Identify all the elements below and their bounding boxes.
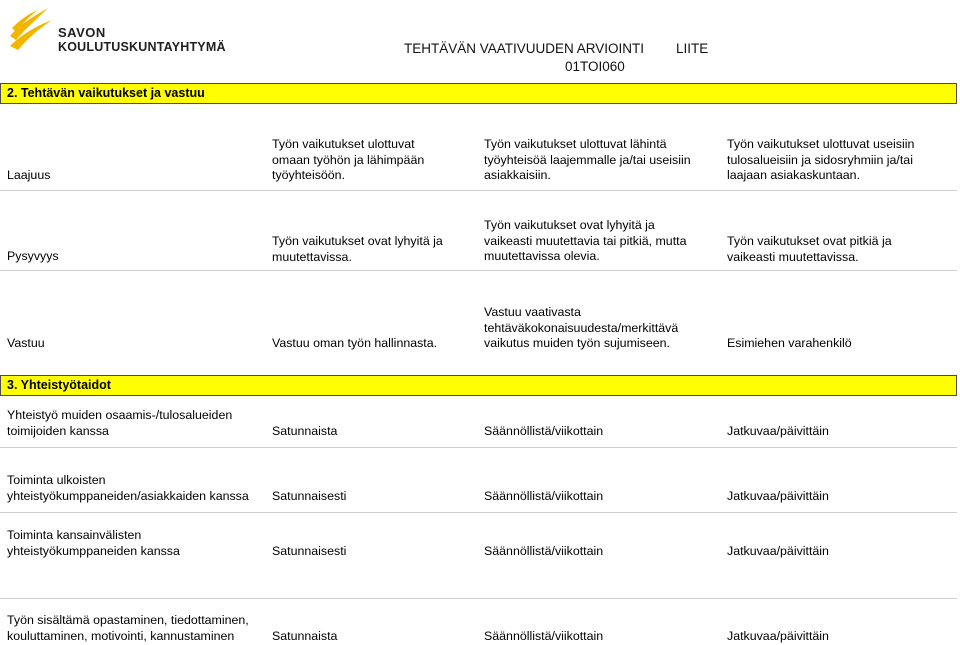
level-1-text: Työn vaikutukset ulottuvat omaan työhön ja lähimpään työyhteisöön. xyxy=(272,137,425,182)
row-label: Yhteistyö muiden osaamis-/tulosalueiden toimijoiden kanssa xyxy=(7,408,233,438)
level-3-text: Jatkuvaa/päivittäin xyxy=(727,489,829,503)
level-2-text: Säännöllistä/viikottain xyxy=(484,629,604,643)
row-label: Toiminta ulkoisten yhteistyökumppaneiden/asiakkaiden kanssa xyxy=(7,473,249,503)
level-2-text: Työn vaikutukset ulottuvat lähintä työyhteisöä laajemmalle ja/tai useisiin asiakkaisiin. xyxy=(484,137,691,182)
row-label: Työn sisältämä opastaminen, tiedottaminen, kouluttaminen, motivointi, kannustaminen xyxy=(7,613,249,643)
appendix-label: LIITE xyxy=(676,41,709,56)
row-divider xyxy=(0,270,957,271)
section-2-title: 2. Tehtävän vaikutukset ja vastuu xyxy=(7,86,205,100)
level-1-text: Vastuu oman työn hallinnasta. xyxy=(272,336,438,350)
level-3-text: Jatkuvaa/päivittäin xyxy=(727,629,829,643)
level-2-text: Säännöllistä/viikottain xyxy=(484,489,604,503)
level-1-text: Satunnaisesti xyxy=(272,489,347,503)
row-label: Toiminta kansainvälisten yhteistyökumppaneiden kanssa xyxy=(7,528,180,558)
level-1-text: Satunnaista xyxy=(272,629,338,643)
logo-swoosh-icon xyxy=(8,6,54,52)
logo-line-1: SAVON xyxy=(58,25,106,40)
logo xyxy=(8,6,226,54)
level-1-text: Satunnaista xyxy=(272,424,338,438)
level-1-text: Työn vaikutukset ovat lyhyitä ja muutettavissa. xyxy=(272,234,443,264)
level-2-text: Työn vaikutukset ovat lyhyitä ja vaikeasti muutettavia tai pitkiä, mutta muutettavissa olevia. xyxy=(484,218,687,263)
level-3-text: Työn vaikutukset ovat pitkiä ja vaikeasti muutettavissa. xyxy=(727,234,892,264)
row-label: Vastuu xyxy=(7,336,45,350)
row-divider xyxy=(0,447,957,448)
level-1-text: Satunnaisesti xyxy=(272,544,347,558)
row-divider xyxy=(0,190,957,191)
level-2-text: Säännöllistä/viikottain xyxy=(484,544,604,558)
document-title: TEHTÄVÄN VAATIVUUDEN ARVIOINTI xyxy=(404,41,645,56)
row-label: Laajuus xyxy=(7,168,51,182)
section-3-header xyxy=(0,375,957,396)
section-3-title: 3. Yhteistyötaidot xyxy=(7,378,111,392)
row-divider xyxy=(0,598,957,599)
level-3-text: Jatkuvaa/päivittäin xyxy=(727,424,829,438)
level-3-text: Jatkuvaa/päivittäin xyxy=(727,544,829,558)
level-3-text: Työn vaikutukset ulottuvat useisiin tulosalueisiin ja sidosryhmiin ja/tai laajaan asiakaskuntaan. xyxy=(727,137,915,182)
logo-line-2: KOULUTUSKUNTAYHTYMÄ xyxy=(58,40,226,54)
section-2-header xyxy=(0,83,957,104)
level-3-text: Esimiehen varahenkilö xyxy=(727,336,852,350)
level-2-text: Vastuu vaativasta tehtäväkokonaisuudesta/merkittävä vaikutus muiden työn sujumiseen. xyxy=(484,305,679,350)
row-divider xyxy=(0,512,957,513)
row-label: Pysyvyys xyxy=(7,249,59,263)
document-code: 01TOI060 xyxy=(565,59,625,74)
level-2-text: Säännöllistä/viikottain xyxy=(484,424,604,438)
